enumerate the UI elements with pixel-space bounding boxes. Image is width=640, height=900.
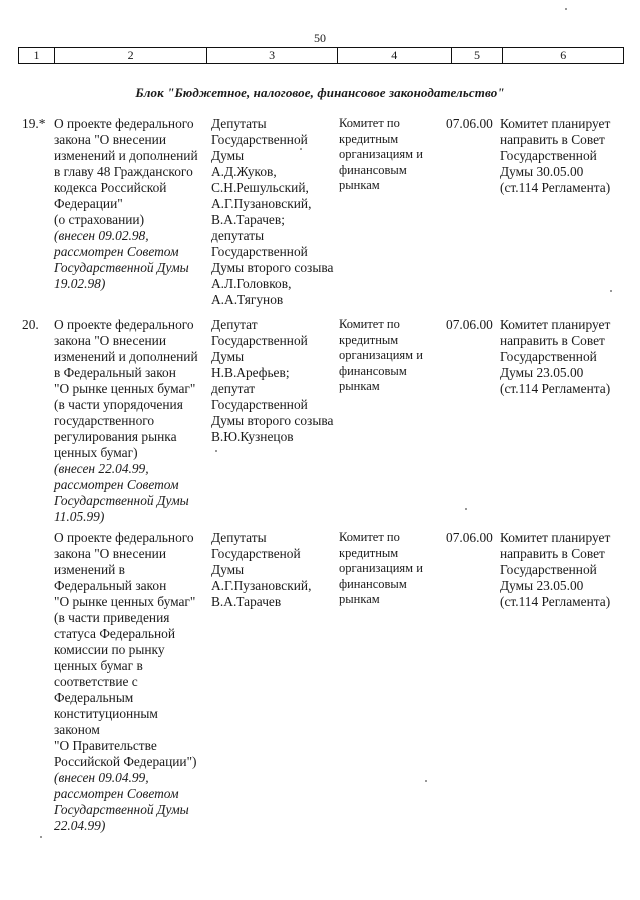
consideration-date: 07.06.00 <box>446 530 493 545</box>
bill-title <box>54 530 206 834</box>
submission-note-line: (внесен 09.02.98, <box>54 228 149 243</box>
submission-note-line: 19.02.98) <box>54 276 106 291</box>
bill-title-line: соответствие с <box>54 674 138 689</box>
author-line: Думы <box>211 148 245 163</box>
bill-title-line: законом <box>54 722 100 737</box>
bill-title-line: (о страховании) <box>54 212 145 227</box>
bill-title-line: комиссии по рынку <box>54 642 165 657</box>
author-line: А.Л.Головков, <box>211 276 292 291</box>
committee-line: финансовым <box>339 162 407 177</box>
responsible-committee <box>339 317 435 395</box>
submission-note-line: рассмотрен Советом <box>54 244 179 259</box>
plan-line: Думы 23.05.00 <box>500 578 584 593</box>
submission-note-line: (внесен 09.04.99, <box>54 770 149 785</box>
bill-title-line: кодекса Российской <box>54 180 167 195</box>
bill-title-line: Федерации" <box>54 196 123 211</box>
plan-line: Государственной <box>500 349 597 364</box>
author-line: Государственой <box>211 546 301 561</box>
bill-title-line: О проекте федерального <box>54 530 194 545</box>
column-number-6: 6 <box>560 48 567 62</box>
committee-line: финансовым <box>339 363 407 378</box>
bill-title-line: закона "О внесении <box>54 132 167 147</box>
author-line: А.Г.Пузановский, <box>211 196 312 211</box>
author-line: А.Д.Жуков, <box>211 164 277 179</box>
scan-speck <box>300 148 302 150</box>
submission-note-line: Государственной Думы <box>54 493 189 508</box>
author-line: Думы <box>211 349 245 364</box>
consideration-date: 07.06.00 <box>446 116 493 131</box>
bill-title <box>54 116 206 292</box>
committee-plan <box>500 530 625 610</box>
author-line: С.Н.Решульский, <box>211 180 309 195</box>
committee-line: Комитет по <box>339 530 400 544</box>
submission-note-line: Государственной Думы <box>54 260 189 275</box>
bill-title-line: О проекте федерального <box>54 116 194 131</box>
submission-note-line: 11.05.99) <box>54 509 105 524</box>
submission-note-line: 22.04.99) <box>54 818 106 833</box>
bill-title-line: Российской Федерации") <box>54 754 197 769</box>
submission-note-line: Государственной Думы <box>54 802 189 817</box>
scan-speck <box>40 836 42 838</box>
responsible-committee <box>339 116 435 194</box>
committee-line: кредитным <box>339 131 399 146</box>
author-line: А.Г.Пузановский, <box>211 578 312 593</box>
responsible-committee <box>339 530 435 608</box>
submission-note-line: (внесен 22.04.99, <box>54 461 149 476</box>
author-line: Депутаты <box>211 530 267 545</box>
plan-line: (ст.114 Регламента) <box>500 180 611 195</box>
bill-title-line: О проекте федерального <box>54 317 194 332</box>
scan-speck <box>215 450 217 452</box>
plan-line: Комитет планирует <box>500 116 611 131</box>
entry-number: 19.* <box>22 116 46 131</box>
bill-title <box>54 317 206 525</box>
committee-line: Комитет по <box>339 317 400 331</box>
committee-plan <box>500 317 625 397</box>
bill-title-line: изменений и дополнений <box>54 148 198 163</box>
submission-note-line: рассмотрен Советом <box>54 786 179 801</box>
committee-line: рынкам <box>339 592 380 606</box>
plan-line: направить в Совет <box>500 132 605 147</box>
bill-title-line: ценных бумаг) <box>54 445 138 460</box>
committee-line: Комитет по <box>339 116 400 130</box>
committee-line: рынкам <box>339 379 380 393</box>
committee-line: кредитным <box>339 332 399 347</box>
author-line: депутаты <box>211 228 265 243</box>
bill-title-line: "О рынке ценных бумаг" <box>54 381 196 396</box>
author-line: Государственной <box>211 244 308 259</box>
bill-authors <box>211 317 336 445</box>
plan-line: (ст.114 Регламента) <box>500 381 611 396</box>
author-line: Депутаты <box>211 116 267 131</box>
author-line: А.А.Тягунов <box>211 292 284 307</box>
bill-title-line: закона "О внесении <box>54 546 167 561</box>
column-number-2: 2 <box>55 48 208 63</box>
submission-note-line: рассмотрен Советом <box>54 477 179 492</box>
column-number-1: 1 <box>19 48 55 63</box>
committee-line: организациям и <box>339 348 423 362</box>
author-line: В.А.Тарачев; <box>211 212 285 227</box>
bill-authors <box>211 530 336 610</box>
bill-title-line: регулирования рынка <box>54 429 177 444</box>
plan-line: Думы 30.05.00 <box>500 164 584 179</box>
committee-line: кредитным <box>339 545 399 560</box>
scan-speck <box>425 780 427 782</box>
plan-line: Комитет планирует <box>500 530 611 545</box>
bill-title-line: конституционным <box>54 706 158 721</box>
author-line: депутат <box>211 381 256 396</box>
author-line: Думы второго созыва <box>211 413 334 428</box>
bill-title-line: изменений в <box>54 562 125 577</box>
bill-title-line: (в части упорядочения <box>54 397 183 412</box>
plan-line: Государственной <box>500 148 597 163</box>
bill-title-line: ценных бумаг в <box>54 658 143 673</box>
committee-plan <box>500 116 625 196</box>
consideration-date: 07.06.00 <box>446 317 493 332</box>
committee-line: финансовым <box>339 576 407 591</box>
author-line: Государственной <box>211 397 308 412</box>
plan-line: направить в Совет <box>500 546 605 561</box>
bill-title-line: закона "О внесении <box>54 333 167 348</box>
committee-line: организациям и <box>339 561 423 575</box>
column-number-4: 4 <box>338 48 452 63</box>
scan-speck <box>465 508 467 510</box>
column-number-5: 5 <box>452 48 504 63</box>
bill-title-line: (в части приведения <box>54 610 170 625</box>
bill-title-line: статуса Федеральной <box>54 626 175 641</box>
bill-title-line: "О Правительстве <box>54 738 157 753</box>
plan-line: Комитет планирует <box>500 317 611 332</box>
plan-line: Думы 23.05.00 <box>500 365 584 380</box>
plan-line: направить в Совет <box>500 333 605 348</box>
bill-title-line: "О рынке ценных бумаг" <box>54 594 196 609</box>
author-line: Н.В.Арефьев; <box>211 365 290 380</box>
author-line: Государственной <box>211 333 308 348</box>
scan-speck <box>565 8 567 10</box>
plan-line: (ст.114 Регламента) <box>500 594 611 609</box>
bill-title-line: государственного <box>54 413 155 428</box>
author-line: Думы второго созыва <box>211 260 334 275</box>
entry-number: 20. <box>22 317 39 332</box>
scan-speck <box>610 290 612 292</box>
bill-title-line: в Федеральный закон <box>54 365 176 380</box>
committee-line: рынкам <box>339 178 380 192</box>
block-title: Блок "Бюджетное, налоговое, финансовое законодательство" <box>135 85 505 100</box>
author-line: В.Ю.Кузнецов <box>211 429 294 444</box>
bill-authors <box>211 116 336 308</box>
bill-title-line: Федеральный закон <box>54 578 167 593</box>
author-line: Думы <box>211 562 245 577</box>
plan-line: Государственной <box>500 562 597 577</box>
bill-title-line: изменений и дополнений <box>54 349 198 364</box>
bill-title-line: в главу 48 Гражданского <box>54 164 193 179</box>
column-number-3: 3 <box>207 48 338 63</box>
bill-title-line: Федеральным <box>54 690 134 705</box>
author-line: В.А.Тарачев <box>211 594 282 609</box>
page-number: 50 <box>314 31 326 45</box>
author-line: Государственной <box>211 132 308 147</box>
committee-line: организациям и <box>339 147 423 161</box>
column-number-header <box>18 47 624 64</box>
author-line: Депутат <box>211 317 258 332</box>
